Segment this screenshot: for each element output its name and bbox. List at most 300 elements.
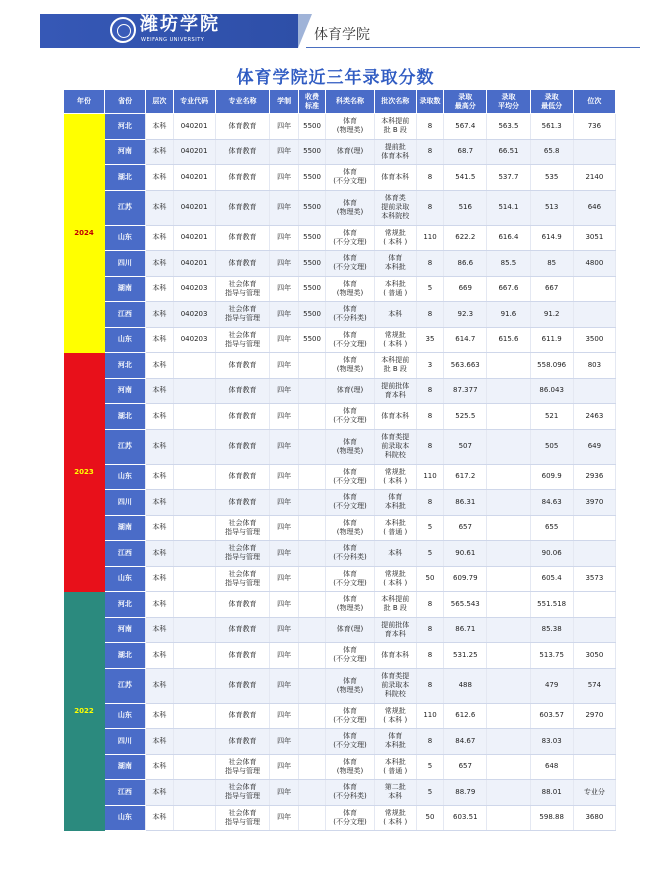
cell-rank: 专业分 <box>573 780 615 806</box>
cell-rank: 3573 <box>573 566 615 592</box>
cell-max: 622.2 <box>444 225 487 251</box>
cell-level: 本科 <box>146 327 173 353</box>
cell-fee <box>298 592 325 618</box>
cell-prov: 河北 <box>105 592 146 618</box>
cell-fee: 5500 <box>298 139 325 165</box>
cell-avg: 85.5 <box>487 251 530 277</box>
cell-avg: 91.6 <box>487 302 530 328</box>
cell-avg <box>487 490 530 516</box>
cell-max: 563.663 <box>444 353 487 379</box>
cell-major: 体育教育 <box>215 353 270 379</box>
cell-level: 本科 <box>146 805 173 831</box>
cell-prov: 四川 <box>105 490 146 516</box>
year-cell: 2024 <box>64 114 105 353</box>
cell-rank <box>573 276 615 302</box>
cell-dur: 四年 <box>270 429 298 464</box>
cell-dur: 四年 <box>270 805 298 831</box>
cell-major: 体育教育 <box>215 225 270 251</box>
cell-avg: 667.6 <box>487 276 530 302</box>
table-row <box>64 541 616 567</box>
table-row <box>64 302 616 328</box>
cell-num: 50 <box>416 805 443 831</box>
table-row <box>64 276 616 302</box>
cell-prov: 河北 <box>105 114 146 140</box>
cell-prov: 江苏 <box>105 429 146 464</box>
cell-rank: 3051 <box>573 225 615 251</box>
cell-type: 体育 (不分文理) <box>326 703 374 729</box>
column-header: 层次 <box>146 90 173 114</box>
cell-num: 8 <box>416 729 443 755</box>
cell-level: 本科 <box>146 429 173 464</box>
cell-major: 社会体育 指导与管理 <box>215 805 270 831</box>
cell-level: 本科 <box>146 566 173 592</box>
cell-dur: 四年 <box>270 464 298 490</box>
cell-batch: 体育类提 前录取本 科院校 <box>374 668 416 703</box>
cell-avg <box>487 805 530 831</box>
cell-min: 86.043 <box>530 378 573 404</box>
cell-major: 体育教育 <box>215 592 270 618</box>
column-header: 科类名称 <box>326 90 374 114</box>
cell-level: 本科 <box>146 251 173 277</box>
cell-avg <box>487 429 530 464</box>
table-row <box>64 566 616 592</box>
table-row <box>64 114 616 140</box>
year-cell: 2022 <box>64 592 105 831</box>
cell-num: 3 <box>416 353 443 379</box>
column-header: 录取 最高分 <box>444 90 487 114</box>
cell-prov: 山东 <box>105 225 146 251</box>
cell-code <box>173 404 215 430</box>
cell-max: 657 <box>444 754 487 780</box>
cell-level: 本科 <box>146 541 173 567</box>
cell-prov: 山东 <box>105 703 146 729</box>
cell-prov: 湖南 <box>105 276 146 302</box>
cell-max: 657 <box>444 515 487 541</box>
cell-level: 本科 <box>146 404 173 430</box>
cell-type: 体育(理) <box>326 139 374 165</box>
cell-num: 5 <box>416 780 443 806</box>
cell-code: 040201 <box>173 190 215 225</box>
cell-rank: 4800 <box>573 251 615 277</box>
cell-prov: 江苏 <box>105 668 146 703</box>
cell-code <box>173 490 215 516</box>
cell-avg <box>487 668 530 703</box>
cell-dur: 四年 <box>270 276 298 302</box>
cell-dur: 四年 <box>270 490 298 516</box>
cell-batch: 第二批 本科 <box>374 780 416 806</box>
table-row <box>64 353 616 379</box>
table-row <box>64 429 616 464</box>
cell-num: 8 <box>416 617 443 643</box>
cell-prov: 河南 <box>105 378 146 404</box>
cell-min: 609.9 <box>530 464 573 490</box>
cell-num: 8 <box>416 404 443 430</box>
cell-prov: 四川 <box>105 729 146 755</box>
table-row <box>64 592 616 618</box>
cell-dur: 四年 <box>270 353 298 379</box>
cell-dur: 四年 <box>270 378 298 404</box>
cell-level: 本科 <box>146 225 173 251</box>
column-header: 学制 <box>270 90 298 114</box>
cell-prov: 湖北 <box>105 404 146 430</box>
cell-type: 体育 (不分文理) <box>326 327 374 353</box>
cell-fee: 5500 <box>298 190 325 225</box>
cell-level: 本科 <box>146 617 173 643</box>
cell-fee: 5500 <box>298 327 325 353</box>
cell-num: 5 <box>416 276 443 302</box>
cell-type: 体育 (不分文理) <box>326 643 374 669</box>
cell-major: 社会体育 指导与管理 <box>215 566 270 592</box>
cell-rank <box>573 139 615 165</box>
cell-code <box>173 464 215 490</box>
cell-batch: 体育 本科批 <box>374 251 416 277</box>
cell-major: 社会体育 指导与管理 <box>215 302 270 328</box>
cell-fee <box>298 566 325 592</box>
cell-avg <box>487 378 530 404</box>
cell-min: 561.3 <box>530 114 573 140</box>
cell-major: 社会体育 指导与管理 <box>215 515 270 541</box>
cell-code: 040203 <box>173 327 215 353</box>
cell-major: 体育教育 <box>215 464 270 490</box>
cell-num: 110 <box>416 703 443 729</box>
cell-avg <box>487 464 530 490</box>
cell-dur: 四年 <box>270 754 298 780</box>
cell-max: 90.61 <box>444 541 487 567</box>
table-row <box>64 251 616 277</box>
cell-max: 567.4 <box>444 114 487 140</box>
cell-max: 88.79 <box>444 780 487 806</box>
column-header: 位次 <box>573 90 615 114</box>
cell-avg <box>487 592 530 618</box>
cell-num: 8 <box>416 139 443 165</box>
university-logo-icon <box>110 17 136 43</box>
cell-batch: 常规批 ( 本科 ) <box>374 805 416 831</box>
cell-prov: 湖北 <box>105 643 146 669</box>
cell-code <box>173 703 215 729</box>
cell-prov: 湖南 <box>105 754 146 780</box>
cell-min: 648 <box>530 754 573 780</box>
cell-prov: 山东 <box>105 327 146 353</box>
cell-dur: 四年 <box>270 139 298 165</box>
cell-num: 8 <box>416 490 443 516</box>
table-row <box>64 617 616 643</box>
cell-fee: 5500 <box>298 165 325 191</box>
cell-num: 8 <box>416 668 443 703</box>
cell-major: 社会体育 指导与管理 <box>215 327 270 353</box>
cell-min: 513 <box>530 190 573 225</box>
cell-prov: 山东 <box>105 805 146 831</box>
cell-batch: 本科 <box>374 541 416 567</box>
cell-max: 68.7 <box>444 139 487 165</box>
cell-max: 603.51 <box>444 805 487 831</box>
cell-num: 8 <box>416 114 443 140</box>
cell-type: 体育 (不分文理) <box>326 404 374 430</box>
cell-min: 85 <box>530 251 573 277</box>
cell-type: 体育 (不分文理) <box>326 490 374 516</box>
cell-major: 体育教育 <box>215 139 270 165</box>
cell-fee <box>298 490 325 516</box>
table-row <box>64 190 616 225</box>
cell-max: 669 <box>444 276 487 302</box>
cell-batch: 常规批 ( 本科 ) <box>374 225 416 251</box>
cell-max: 531.25 <box>444 643 487 669</box>
cell-dur: 四年 <box>270 541 298 567</box>
cell-type: 体育 (物理类) <box>326 515 374 541</box>
cell-max: 86.31 <box>444 490 487 516</box>
cell-code <box>173 780 215 806</box>
column-header: 年份 <box>64 90 105 114</box>
cell-dur: 四年 <box>270 225 298 251</box>
cell-max: 86.6 <box>444 251 487 277</box>
cell-rank: 2140 <box>573 165 615 191</box>
cell-batch: 本科提前 批 B 段 <box>374 592 416 618</box>
column-header: 录取数 <box>416 90 443 114</box>
cell-batch: 提前批体 育本科 <box>374 378 416 404</box>
cell-dur: 四年 <box>270 515 298 541</box>
cell-min: 611.9 <box>530 327 573 353</box>
cell-major: 社会体育 指导与管理 <box>215 541 270 567</box>
cell-type: 体育 (不分文理) <box>326 566 374 592</box>
column-header: 省份 <box>105 90 146 114</box>
cell-fee <box>298 404 325 430</box>
cell-major: 体育教育 <box>215 490 270 516</box>
cell-min: 614.9 <box>530 225 573 251</box>
cell-fee: 5500 <box>298 225 325 251</box>
cell-type: 体育 (物理类) <box>326 190 374 225</box>
cell-avg <box>487 617 530 643</box>
cell-max: 541.5 <box>444 165 487 191</box>
cell-code <box>173 353 215 379</box>
cell-max: 565.543 <box>444 592 487 618</box>
cell-avg: 537.7 <box>487 165 530 191</box>
cell-max: 507 <box>444 429 487 464</box>
table-row <box>64 780 616 806</box>
cell-min: 655 <box>530 515 573 541</box>
section-title: 体育学院 <box>314 27 370 43</box>
cell-max: 612.6 <box>444 703 487 729</box>
cell-level: 本科 <box>146 302 173 328</box>
cell-code <box>173 541 215 567</box>
cell-min: 65.8 <box>530 139 573 165</box>
cell-prov: 湖北 <box>105 165 146 191</box>
cell-min: 558.096 <box>530 353 573 379</box>
cell-code <box>173 754 215 780</box>
cell-batch: 提前批体 育本科 <box>374 617 416 643</box>
cell-avg <box>487 754 530 780</box>
cell-max: 516 <box>444 190 487 225</box>
cell-min: 521 <box>530 404 573 430</box>
year-cell: 2023 <box>64 353 105 592</box>
cell-code: 040201 <box>173 165 215 191</box>
cell-avg: 66.51 <box>487 139 530 165</box>
cell-fee <box>298 643 325 669</box>
cell-min: 535 <box>530 165 573 191</box>
cell-prov: 山东 <box>105 566 146 592</box>
cell-rank: 3680 <box>573 805 615 831</box>
cell-major: 体育教育 <box>215 668 270 703</box>
cell-code <box>173 592 215 618</box>
cell-batch: 体育本科 <box>374 165 416 191</box>
cell-type: 体育 (物理类) <box>326 668 374 703</box>
cell-rank <box>573 378 615 404</box>
table-row <box>64 165 616 191</box>
cell-avg <box>487 643 530 669</box>
cell-code <box>173 429 215 464</box>
cell-level: 本科 <box>146 276 173 302</box>
cell-prov: 湖南 <box>105 515 146 541</box>
cell-level: 本科 <box>146 165 173 191</box>
cell-fee <box>298 805 325 831</box>
cell-level: 本科 <box>146 114 173 140</box>
cell-batch: 常规批 ( 本科 ) <box>374 464 416 490</box>
cell-level: 本科 <box>146 464 173 490</box>
cell-major: 社会体育 指导与管理 <box>215 780 270 806</box>
cell-min: 84.63 <box>530 490 573 516</box>
cell-dur: 四年 <box>270 729 298 755</box>
cell-min: 667 <box>530 276 573 302</box>
cell-num: 8 <box>416 251 443 277</box>
cell-code <box>173 566 215 592</box>
cell-level: 本科 <box>146 592 173 618</box>
cell-major: 体育教育 <box>215 404 270 430</box>
cell-type: 体育 (物理类) <box>326 429 374 464</box>
cell-batch: 本科 <box>374 302 416 328</box>
cell-code <box>173 729 215 755</box>
cell-rank <box>573 515 615 541</box>
cell-rank: 3500 <box>573 327 615 353</box>
cell-rank: 736 <box>573 114 615 140</box>
table-row <box>64 754 616 780</box>
table-row <box>64 378 616 404</box>
column-header: 批次名称 <box>374 90 416 114</box>
cell-code <box>173 617 215 643</box>
table-row <box>64 490 616 516</box>
cell-dur: 四年 <box>270 703 298 729</box>
cell-max: 525.5 <box>444 404 487 430</box>
cell-num: 5 <box>416 515 443 541</box>
cell-type: 体育 (物理类) <box>326 754 374 780</box>
cell-level: 本科 <box>146 490 173 516</box>
cell-major: 体育教育 <box>215 165 270 191</box>
cell-dur: 四年 <box>270 668 298 703</box>
table-row <box>64 327 616 353</box>
cell-code: 040201 <box>173 114 215 140</box>
cell-batch: 体育类提 前录取本 科院校 <box>374 429 416 464</box>
cell-type: 体育 (不分科类) <box>326 541 374 567</box>
cell-num: 110 <box>416 464 443 490</box>
cell-level: 本科 <box>146 643 173 669</box>
cell-dur: 四年 <box>270 566 298 592</box>
cell-level: 本科 <box>146 668 173 703</box>
cell-num: 35 <box>416 327 443 353</box>
cell-fee <box>298 353 325 379</box>
column-header: 收费 标准 <box>298 90 325 114</box>
cell-fee <box>298 780 325 806</box>
column-header: 录取 最低分 <box>530 90 573 114</box>
cell-type: 体育 (不分文理) <box>326 464 374 490</box>
column-header: 专业代码 <box>173 90 215 114</box>
admission-scores-table <box>63 89 616 831</box>
table-row <box>64 729 616 755</box>
cell-min: 505 <box>530 429 573 464</box>
cell-type: 体育 (不分文理) <box>326 251 374 277</box>
cell-min: 479 <box>530 668 573 703</box>
cell-fee <box>298 541 325 567</box>
cell-dur: 四年 <box>270 327 298 353</box>
table-row <box>64 225 616 251</box>
cell-batch: 常规批 ( 本科 ) <box>374 327 416 353</box>
cell-avg: 616.4 <box>487 225 530 251</box>
cell-major: 体育教育 <box>215 643 270 669</box>
cell-code: 040203 <box>173 302 215 328</box>
cell-max: 92.3 <box>444 302 487 328</box>
cell-batch: 体育 本科批 <box>374 729 416 755</box>
cell-rank <box>573 617 615 643</box>
cell-level: 本科 <box>146 780 173 806</box>
cell-code: 040201 <box>173 251 215 277</box>
cell-rank <box>573 592 615 618</box>
cell-num: 5 <box>416 754 443 780</box>
cell-avg <box>487 353 530 379</box>
cell-num: 8 <box>416 429 443 464</box>
cell-rank <box>573 541 615 567</box>
cell-dur: 四年 <box>270 190 298 225</box>
cell-batch: 常规批 ( 本科 ) <box>374 703 416 729</box>
cell-fee <box>298 729 325 755</box>
cell-code <box>173 515 215 541</box>
cell-fee <box>298 515 325 541</box>
cell-type: 体育 (不分文理) <box>326 225 374 251</box>
cell-major: 体育教育 <box>215 703 270 729</box>
cell-min: 598.88 <box>530 805 573 831</box>
cell-level: 本科 <box>146 703 173 729</box>
cell-rank: 803 <box>573 353 615 379</box>
cell-code: 040203 <box>173 276 215 302</box>
cell-batch: 体育 本科批 <box>374 490 416 516</box>
cell-num: 8 <box>416 378 443 404</box>
cell-level: 本科 <box>146 754 173 780</box>
cell-rank: 2463 <box>573 404 615 430</box>
cell-min: 85.38 <box>530 617 573 643</box>
cell-avg <box>487 515 530 541</box>
cell-major: 体育教育 <box>215 378 270 404</box>
logo-text: 潍坊学院 <box>140 14 220 35</box>
cell-major: 体育教育 <box>215 617 270 643</box>
cell-min: 90.06 <box>530 541 573 567</box>
cell-fee <box>298 429 325 464</box>
cell-rank: 2970 <box>573 703 615 729</box>
cell-min: 605.4 <box>530 566 573 592</box>
cell-level: 本科 <box>146 353 173 379</box>
cell-dur: 四年 <box>270 165 298 191</box>
cell-avg: 514.1 <box>487 190 530 225</box>
cell-avg <box>487 729 530 755</box>
cell-dur: 四年 <box>270 302 298 328</box>
cell-code <box>173 643 215 669</box>
cell-max: 609.79 <box>444 566 487 592</box>
cell-rank <box>573 729 615 755</box>
cell-num: 8 <box>416 302 443 328</box>
cell-batch: 常规批 ( 本科 ) <box>374 566 416 592</box>
cell-type: 体育(理) <box>326 617 374 643</box>
cell-batch: 体育本科 <box>374 404 416 430</box>
cell-batch: 提前批 体育本科 <box>374 139 416 165</box>
cell-prov: 河南 <box>105 617 146 643</box>
cell-fee <box>298 464 325 490</box>
cell-code: 040201 <box>173 225 215 251</box>
table-row <box>64 404 616 430</box>
cell-fee: 5500 <box>298 251 325 277</box>
